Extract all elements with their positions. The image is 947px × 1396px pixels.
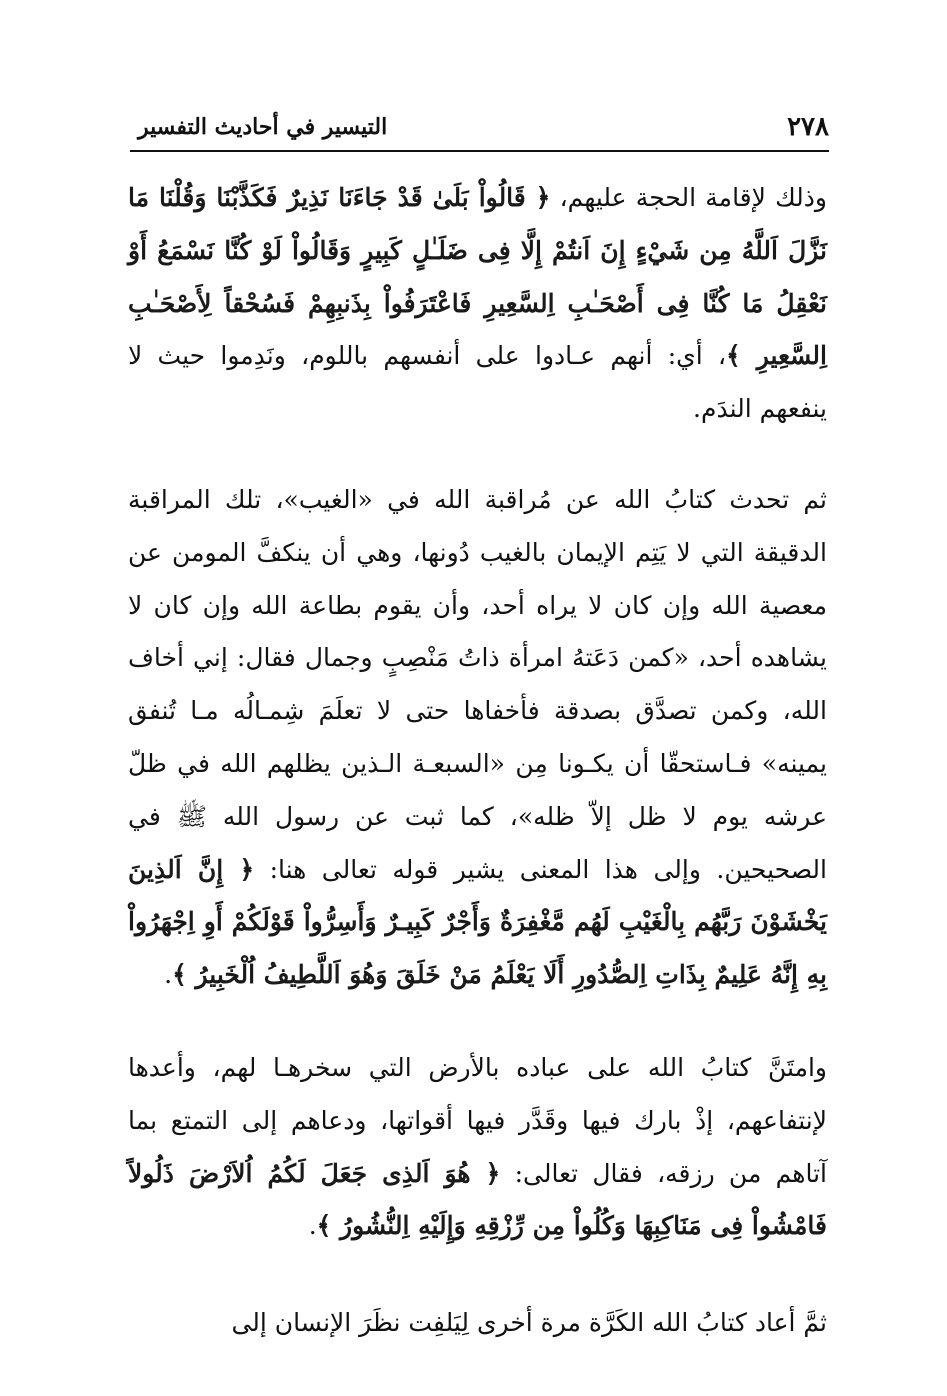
page-body [128,172,827,1350]
paragraph-text: ، أي: أنهم عـادوا على أنفسهم باللوم، ونَدِموا حيث لا ينفعهم الندَم. [128,341,827,424]
quran-verse: ﴿ هُوَ اَلذِى جَعَلَ لَكُمُ اُلاَرْضَ ذَلُولاً فَامْشُواْ فِى مَنَاكِبِهَا وَكُلُواْ مِن رِّزْقِهِ وَإِلَيْهِ اِلنُّشُورُ ﴾ [128,1158,827,1241]
paragraph-text: ثمَّ أعاد كتابُ الله الكَرَّة مرة أخرى لِيَلفِت نظَرَ الإنسان إلى [231,1308,827,1338]
page-header [132,112,829,146]
paragraph [128,1042,827,1253]
page-number: ٢٧٨ [787,112,829,142]
paragraph-text: ثم تحدث كتابُ الله عن مُراقبة الله في «الغيب»، تلك المراقبة الدقيقة التي لا يَتِم الإيمان بالغيب دُونها، وهي أن ينكفَّ المومن عن معصية الله وإن كان لا يراه أحد، وأن يقوم بطاعة الله وإن كان لا يشاهده أحد، «كمن دَعَتهُ امرأة ذاتُ مَنْصِبٍ وجمال فقال: إني أخاف الله، وكمن تصدَّق بصدقة فأخفاها حتى لا تعلَمَ شِمـالُه مـا تُنفق يمينه» فـاستحقّا أن يكـونا مِن «السبعـة الـذين يظلهم الله في ظلّ عرشه يوم لا ظل إلاّ ظله»، كما ثبت عن رسول الله ﷺ في الصحيحين. وإلى هذا المعنى يشير قوله تعالى هنا: [128,484,827,884]
quran-verse: ﴿ قَالُواْ بَلَىٰ قَدْ جَاءَنَا نَذِيرٌ فَكَذَّبْنَا وَقُلْنَا مَا نَزَّلَ اَللَّهُ مِن شَيْءٍ إِنَ اَنتُمْ إِلَّا فِى ضَلَـٰلٍ كَبِيرٍ وَقَالُواْ لَوْ كُنَّا نَسْمَعُ أَوْ نَعْقِلُ مَا كُنَّا فِى أَصْحَـٰبِ اِلسَّعِيرِ فَاعْتَرَفُواْ بِذَنبِهِمْ فَسُحْقاً لِأَصْحَـٰبِ اِلسَّعِيرِ ﴾ [128,183,827,371]
paragraph-text: وامتَنَّ كتابُ الله على عباده بالأرض التي سخرهـا لهم، وأعدها لإنتفاعهم، إذْ بارك فيها وقَدَّر فيها أقواتها، ودعاهم إلى التمتع بما آتاهم من رزقه، فقال تعالى: [128,1052,828,1188]
quran-verse: ﴿ إِنَّ اَلذِينَ يَخْشَوْنَ رَبَّهُم بِالْغَيْبِ لَهُم مَّغْفِرَةٌ وَأَجْرٌ كَبِيـرٌ وَأَسِرُّواْ قَوْلَكُمْ أَوِ اِجْهَرُواْ بِهِ إِنَّهُ عَلِيمٌ بِذَاتِ اِلصُّدُورِ أَلَا يَعْلَمُ مَنْ خَلَقَ وَهُوَ اَللَّطِيفُ اُلْخَبِيرُ ﴾ [128,854,827,990]
running-title: التيسير في أحاديث التفسير [138,114,388,140]
paragraph-text: . [308,1211,317,1241]
paragraph [128,474,827,1002]
paragraph [128,172,827,436]
paragraph-text: . [164,960,173,990]
header-rule [130,150,829,152]
paragraph-text: وذلك لإقامة الحجة عليهم، [550,183,828,212]
paragraph [128,1297,827,1350]
